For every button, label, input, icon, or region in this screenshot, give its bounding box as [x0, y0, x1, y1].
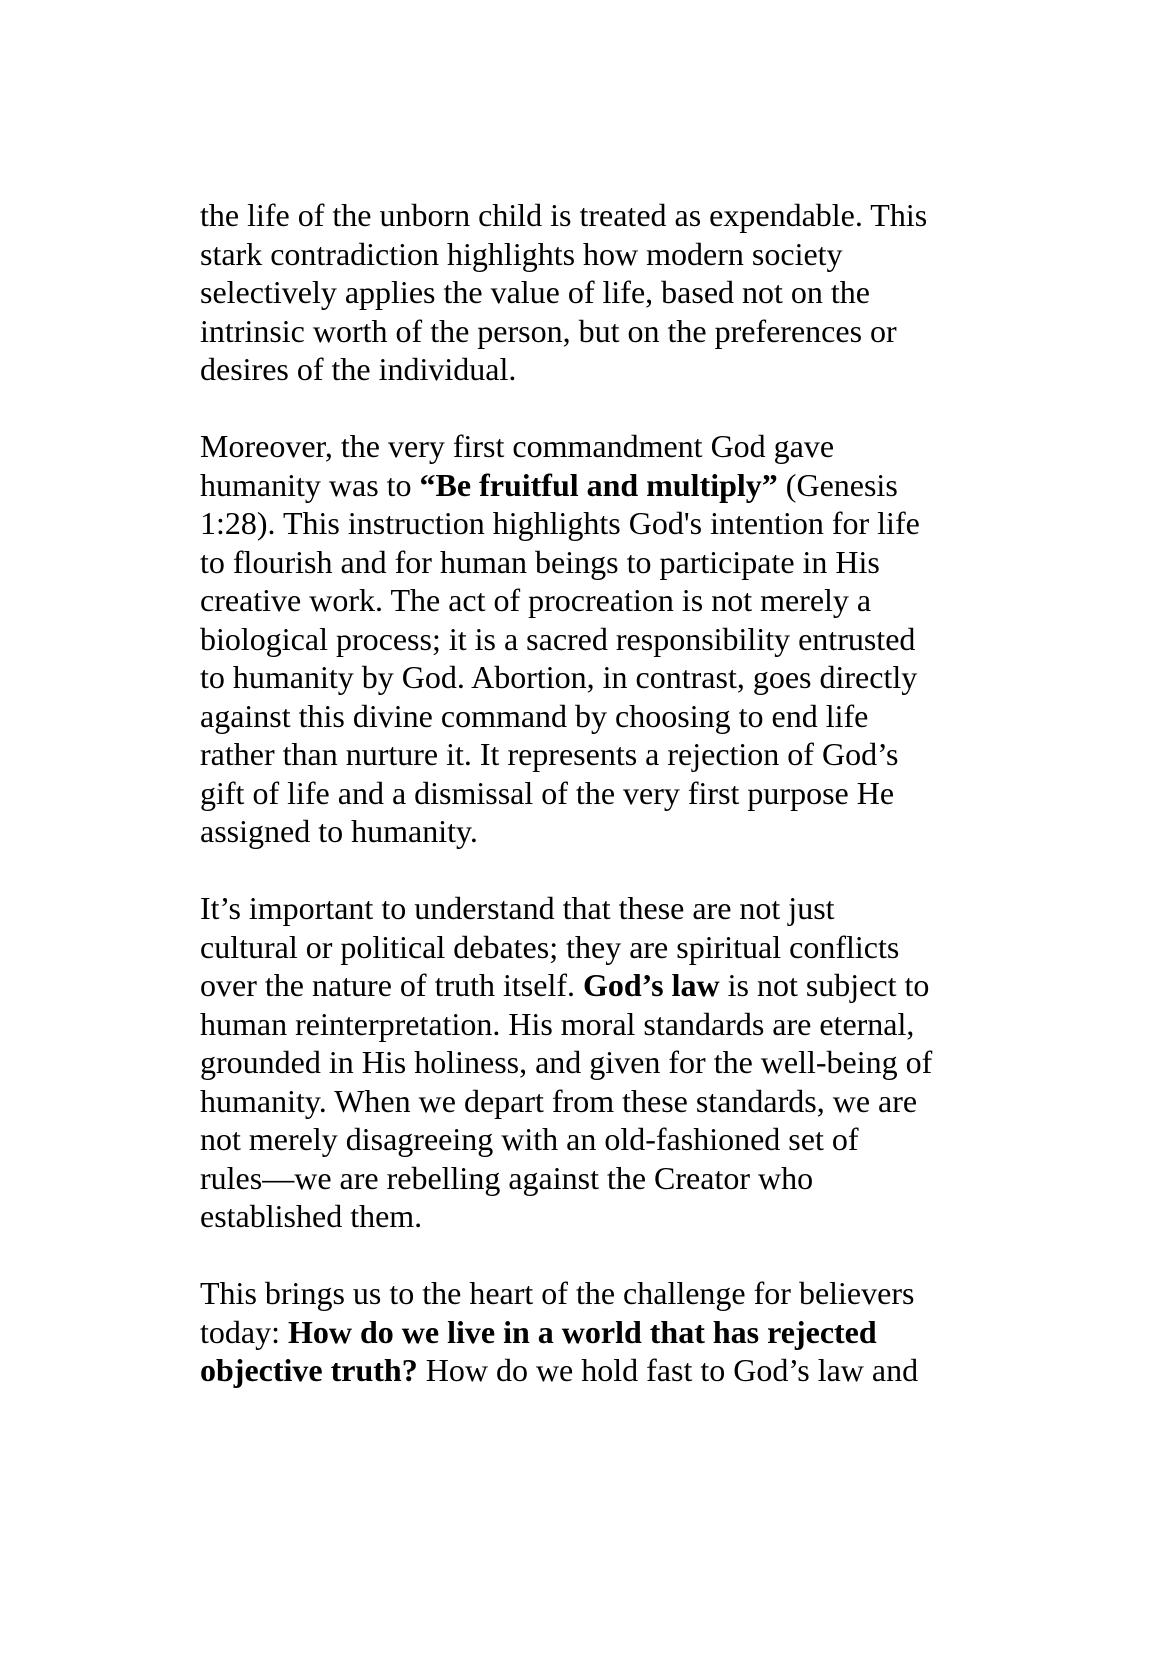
text-run: established them.: [200, 1198, 423, 1234]
text-run: Moreover, the very first commandment God gave: [200, 428, 835, 464]
text-line: [200, 658, 990, 697]
text-run: grounded in His holiness, and given for the well-being of: [200, 1044, 933, 1080]
text-run: against this divine command by choosing to end life: [200, 697, 869, 734]
text-run: rules—we are rebelling against the Creator who: [200, 1159, 814, 1196]
text-run: cultural or political debates; they are spiritual conflicts: [200, 928, 900, 965]
paragraph: [200, 196, 990, 389]
text-run: stark contradiction highlights how modern society: [200, 235, 843, 272]
text-run: How do we hold fast to God’s law and: [417, 1352, 919, 1388]
text-line: [200, 928, 990, 967]
text-run: humanity. When we depart from these standards, we are: [200, 1082, 918, 1119]
text-run: desires of the individual.: [200, 351, 517, 387]
text-line: [200, 966, 990, 1005]
text-line: [200, 504, 990, 543]
text-line: [200, 1043, 990, 1082]
text-run: (Genesis: [777, 466, 898, 503]
text-line: [200, 1159, 990, 1198]
text-line: [200, 1313, 990, 1352]
text-line: [200, 1005, 990, 1044]
body-text: [200, 196, 990, 1390]
text-line: [200, 235, 990, 274]
text-line: [200, 273, 990, 312]
text-line: [200, 1274, 990, 1313]
text-line: [200, 1120, 990, 1159]
text-line: [200, 350, 990, 389]
text-run: rather than nurture it. It represents a rejection of God’s: [200, 736, 899, 772]
text-line: [200, 581, 990, 620]
text-run: humanity was to: [200, 466, 420, 503]
text-run: selectively applies the value of life, based not on the: [200, 274, 870, 310]
text-run: to humanity by God. Abortion, in contrast, goes directly: [200, 659, 918, 695]
text-line: [200, 312, 990, 351]
text-line: [200, 1351, 990, 1390]
bold-text: How do we live in a world that has rejected: [287, 1313, 877, 1350]
text-line: [200, 466, 990, 505]
text-line: [200, 774, 990, 813]
text-line: [200, 889, 990, 928]
paragraph: [200, 427, 990, 851]
text-run: gift of life and a dismissal of the very first purpose He: [200, 774, 895, 811]
text-line: [200, 1082, 990, 1121]
text-run: to flourish and for human beings to participate in His: [200, 543, 880, 580]
text-run: human reinterpretation. His moral standards are eternal,: [200, 1005, 915, 1042]
text-run: over the nature of truth itself.: [200, 967, 583, 1003]
text-line: [200, 427, 990, 466]
text-run: 1:28). This instruction highlights God's intention for life: [200, 505, 920, 541]
text-run: not merely disagreeing with an old-fashioned set of: [200, 1121, 859, 1157]
text-run: intrinsic worth of the person, but on the preferences or: [200, 312, 897, 349]
text-run: today:: [200, 1313, 288, 1350]
text-line: [200, 543, 990, 582]
text-run: It’s important to understand that these are not just: [200, 890, 835, 926]
paragraph: [200, 1274, 990, 1390]
text-line: [200, 812, 990, 851]
text-line: [200, 1197, 990, 1236]
text-run: assigned to humanity.: [200, 813, 478, 849]
text-run: creative work. The act of procreation is not merely a: [200, 582, 872, 618]
text-line: [200, 697, 990, 736]
text-line: [200, 620, 990, 659]
bold-text: “Be fruitful and multiply”: [419, 466, 778, 503]
text-run: is not subject to: [719, 967, 930, 1003]
paragraph: [200, 889, 990, 1236]
bold-text: God’s law: [582, 967, 720, 1003]
bold-text: objective truth?: [200, 1352, 418, 1388]
text-run: biological process; it is a sacred responsibility entrusted: [200, 620, 916, 657]
text-line: [200, 735, 990, 774]
text-run: This brings us to the heart of the challenge for believers: [200, 1275, 915, 1311]
text-line: [200, 196, 990, 235]
text-run: the life of the unborn child is treated as expendable. This: [200, 197, 928, 233]
